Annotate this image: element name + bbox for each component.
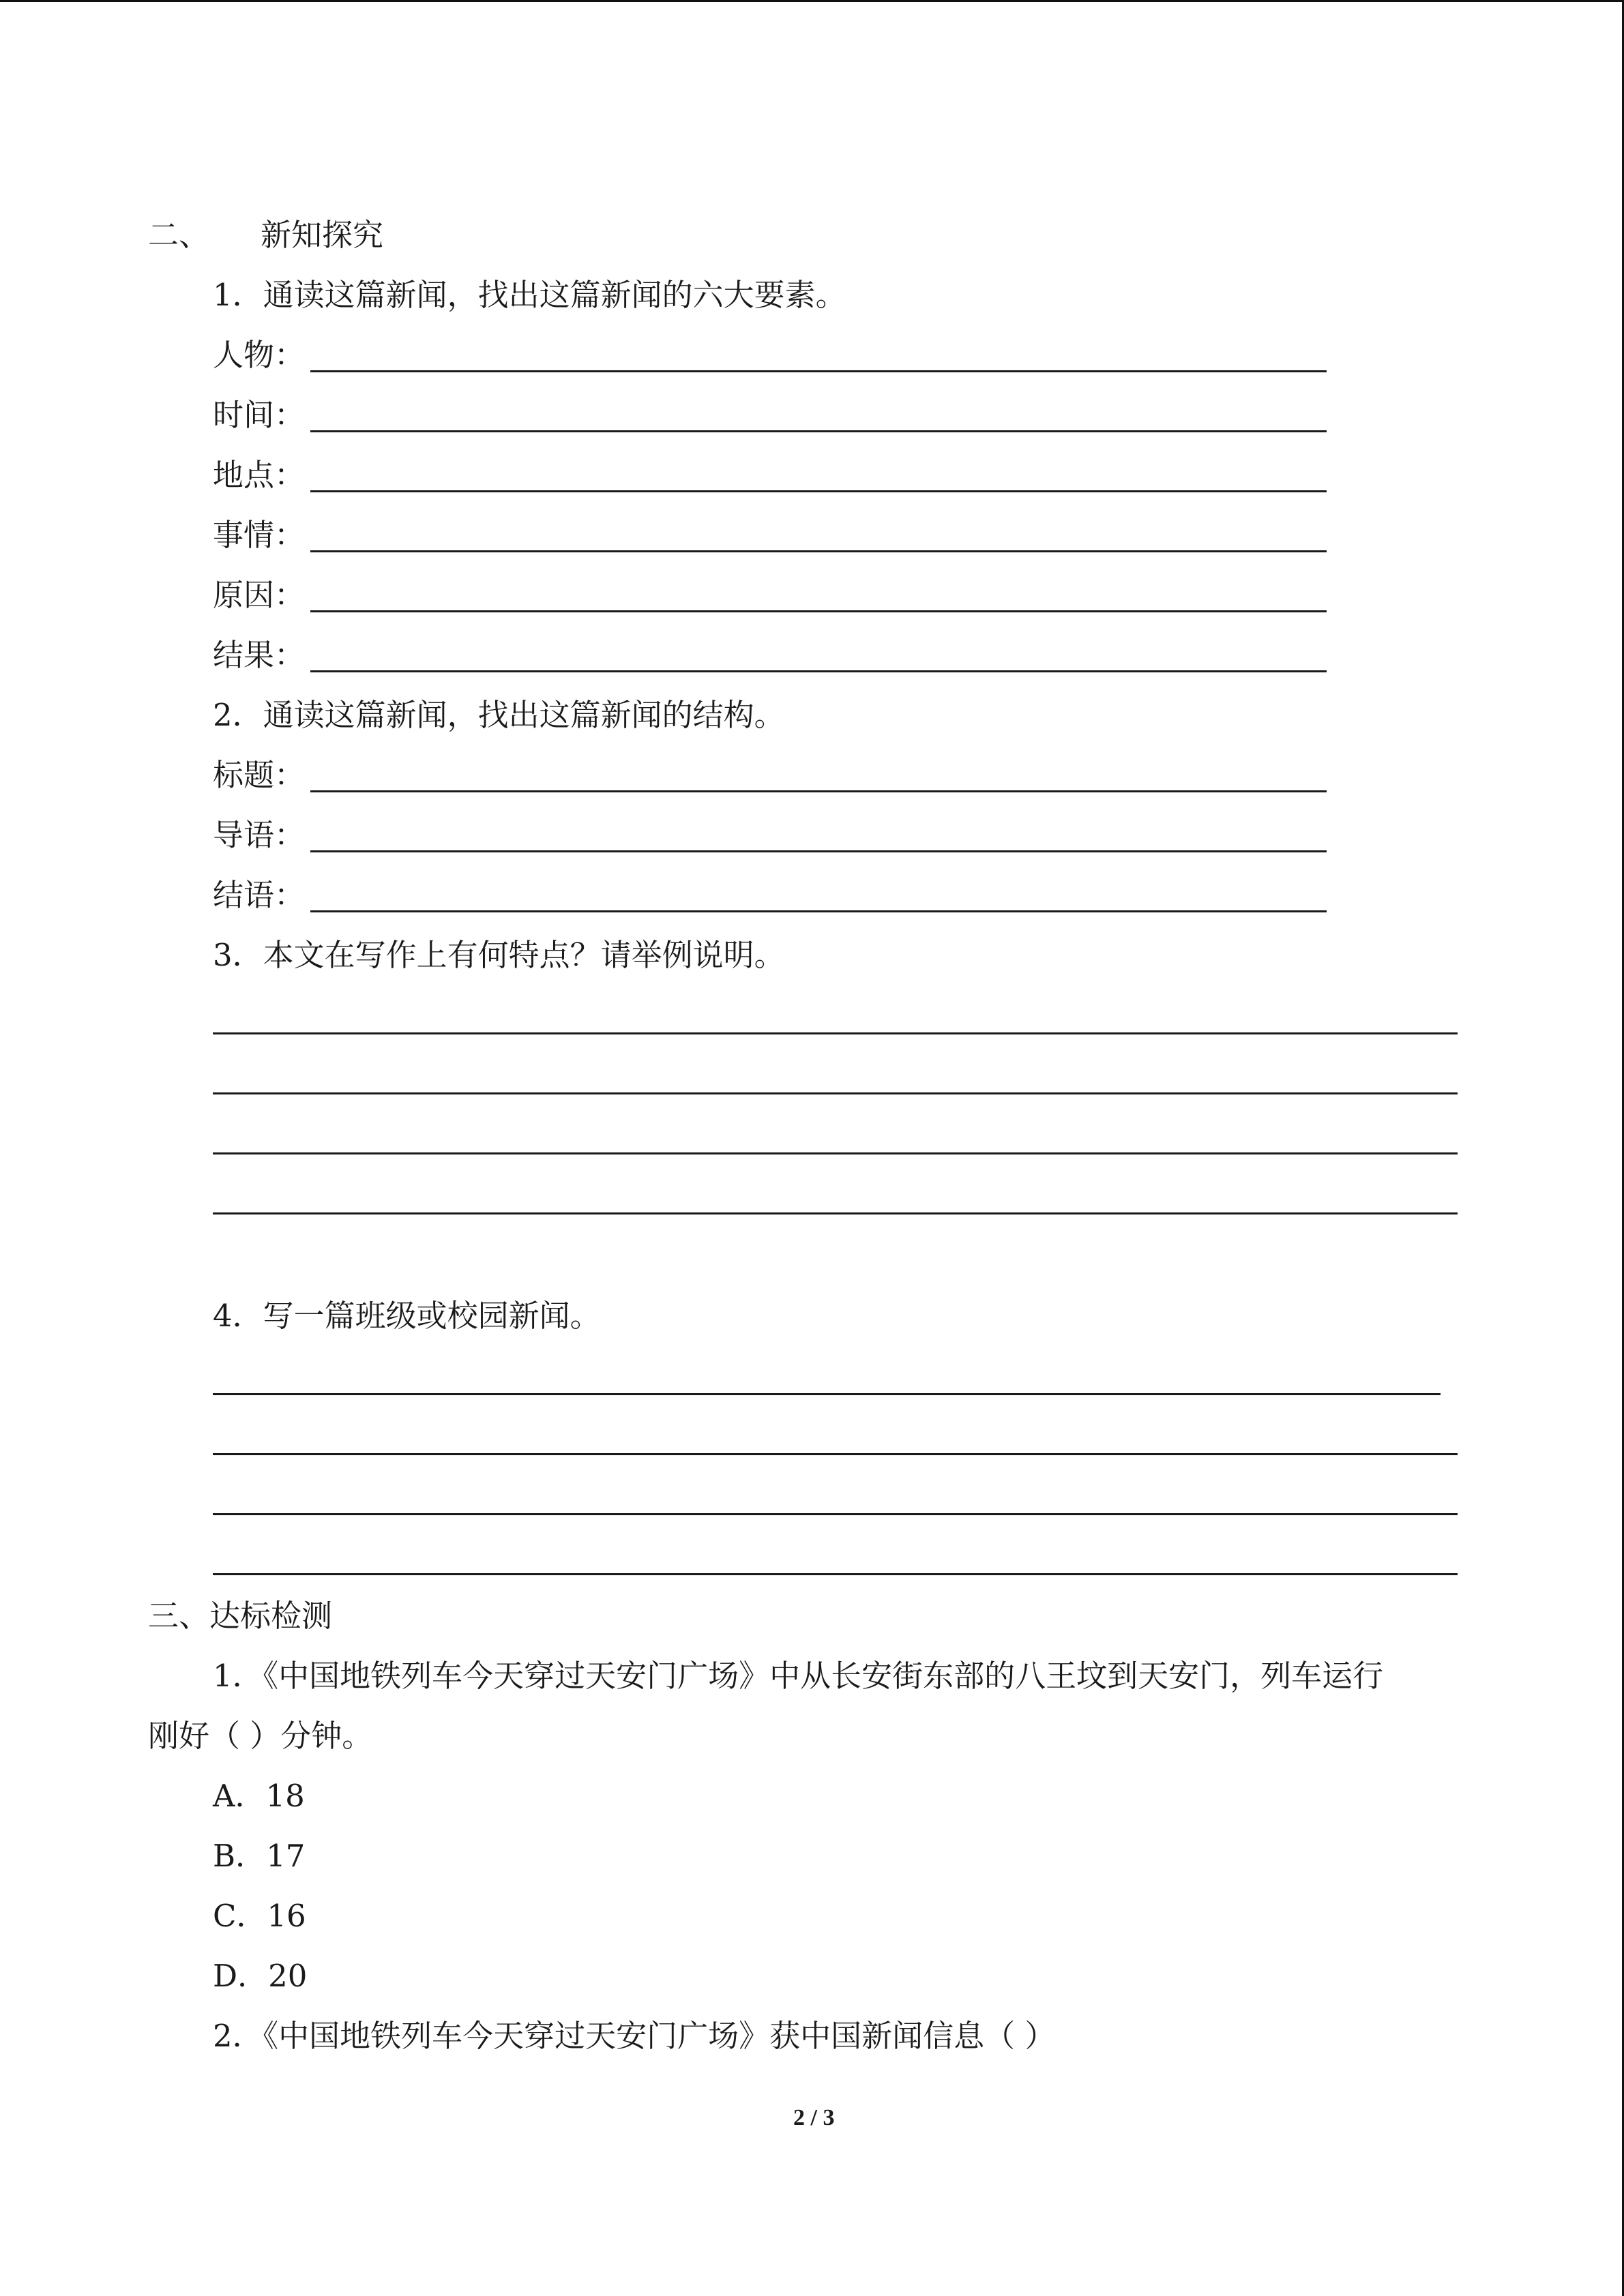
section3-question-1-line2: 刚好（ ）分钟。 [148, 1718, 373, 1754]
page-top-border [0, 0, 1624, 2]
field-label-cause: 原因： [213, 577, 306, 613]
option-d: D．20 [213, 1958, 308, 1994]
field-label-event: 事情： [213, 517, 306, 553]
answer-line-place[interactable] [310, 490, 1327, 492]
q3-answer-line[interactable] [213, 1152, 1458, 1154]
section3-question-2: 2．《中国地铁列车今天穿过天安门广场》获中国新闻信息（ ） [213, 2018, 1056, 2054]
field-label-title: 标题： [213, 757, 306, 793]
answer-line-title[interactable] [310, 790, 1327, 792]
field-label-conclusion: 结语： [213, 877, 306, 913]
q3-answer-line[interactable] [213, 1032, 1458, 1034]
option-b: B．17 [213, 1838, 306, 1874]
field-label-lead: 导语： [213, 817, 306, 853]
answer-line-time[interactable] [310, 430, 1327, 432]
section3-question-1-line1: 1．《中国地铁列车今天穿过天安门广场》中从长安街东部的八王坟到天安门，列车运行 [213, 1658, 1384, 1694]
q4-answer-line[interactable] [213, 1453, 1458, 1455]
question-1-text: 1．通读这篇新闻，找出这篇新闻的六大要素。 [213, 277, 846, 313]
option-c: C．16 [213, 1898, 306, 1934]
section3-heading: 三、达标检测 [148, 1598, 333, 1634]
section2-heading-number: 二、 [148, 217, 210, 253]
answer-line-people[interactable] [310, 370, 1327, 372]
question-4-text: 4．写一篇班级或校园新闻。 [213, 1298, 601, 1334]
section2-heading-title: 新知探究 [261, 217, 384, 253]
q3-answer-line[interactable] [213, 1212, 1458, 1214]
answer-line-conclusion[interactable] [310, 910, 1327, 912]
question-3-text: 3．本文在写作上有何特点？请举例说明。 [213, 937, 785, 973]
answer-line-cause[interactable] [310, 610, 1327, 612]
q4-answer-line[interactable] [213, 1513, 1458, 1515]
answer-line-result[interactable] [310, 670, 1327, 672]
q4-answer-line[interactable] [213, 1393, 1441, 1395]
option-a: A．18 [213, 1778, 305, 1814]
field-label-result: 结果： [213, 637, 306, 673]
field-label-time: 时间： [213, 397, 306, 433]
q3-answer-line[interactable] [213, 1092, 1458, 1094]
field-label-people: 人物： [213, 337, 306, 373]
page-number: 2 / 3 [793, 2105, 835, 2130]
question-2-text: 2．通读这篇新闻，找出这篇新闻的结构。 [213, 697, 785, 733]
answer-line-event[interactable] [310, 550, 1327, 552]
field-label-place: 地点： [213, 457, 306, 493]
answer-line-lead[interactable] [310, 850, 1327, 852]
q4-answer-line[interactable] [213, 1573, 1458, 1575]
